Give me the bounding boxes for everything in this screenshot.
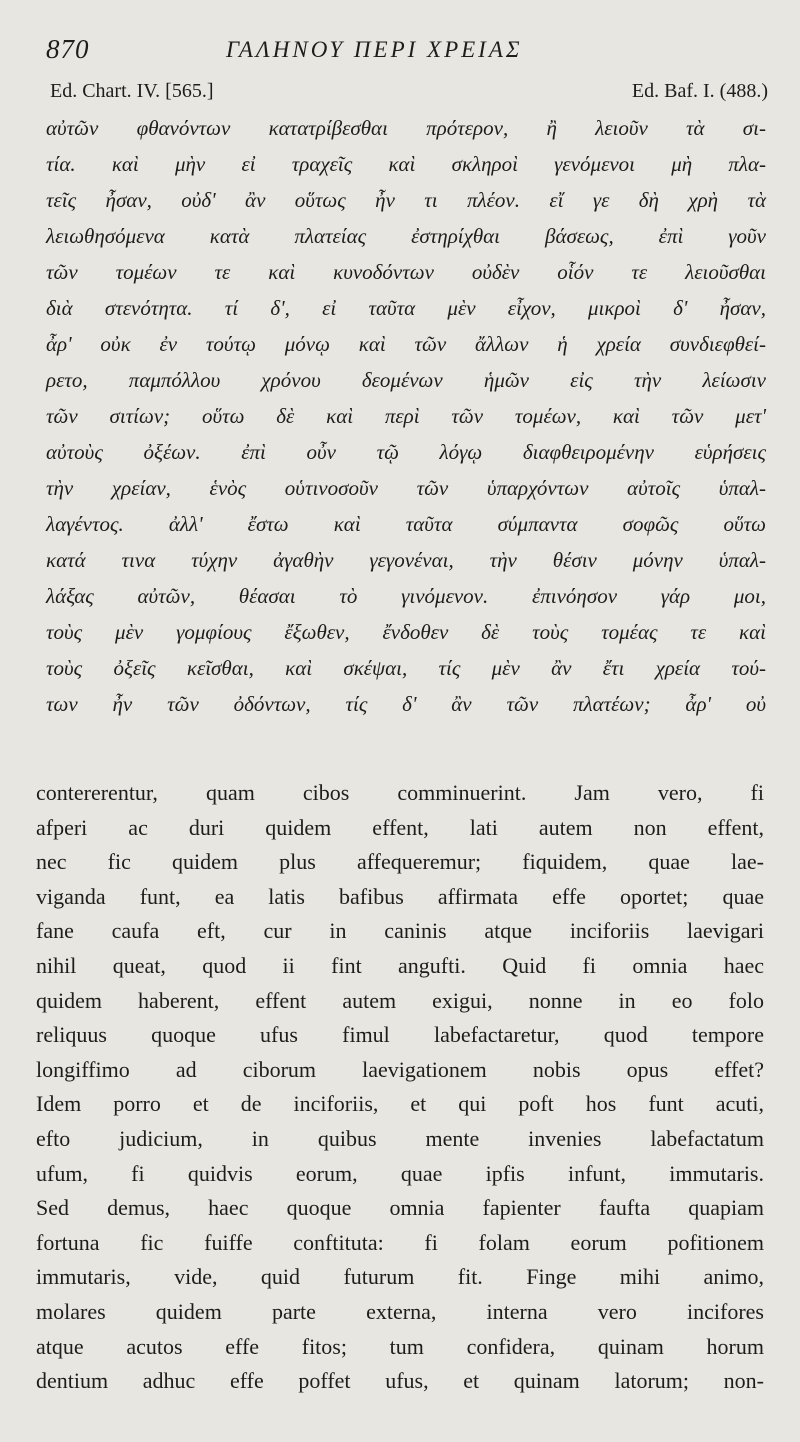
- greek-text-line: ρετο, παμπόλλου χρόνου δεομένων ἡμῶν εἰς τὴν λείωσιν: [46, 368, 766, 392]
- greek-text-line: αὐτοὺς ὀξέων. ἐπὶ οὖν τῷ λόγῳ διαφθειρομένην εὑρήσεις: [46, 440, 766, 464]
- latin-text-line: reliquus quoque ufus fimul labefactaretur, quod tempore: [36, 1022, 764, 1048]
- edition-basel-reference: Ed. Baf. I. (488.): [631, 80, 768, 102]
- latin-text-line: quidem haberent, effent autem exigui, nonne in eo folo: [36, 987, 764, 1013]
- greek-text-line: λειωθησόμενα κατὰ πλατείας ἐστηρίχθαι βάσεως, ἐπὶ γοῦν: [46, 224, 766, 248]
- greek-text-line: αὐτῶν φθανόντων κατατρίβεσθαι πρότερον, ἢ λειοῦν τὰ σι-: [46, 116, 766, 140]
- edition-chartier-reference: Ed. Chart. IV. [565.]: [50, 80, 214, 102]
- greek-text-block: [46, 110, 766, 722]
- page-number: 870: [46, 34, 90, 64]
- greek-text-line: διὰ στενότητα. τί δ', εἰ ταῦτα μὲν εἶχον, μικροὶ δ' ἦσαν,: [46, 296, 766, 320]
- greek-text-line: τῶν τομέων τε καὶ κυνοδόντων οὐδὲν οἷόν τε λειοῦσθαι: [46, 260, 766, 284]
- edition-references: [50, 80, 768, 108]
- latin-text-block: [36, 776, 764, 1399]
- greek-text-line: τῶν σιτίων; οὕτω δὲ καὶ περὶ τῶν τομέων, καὶ τῶν μετ': [46, 404, 766, 428]
- greek-text-line: λάξας αὐτῶν, θέασαι τὸ γινόμενον. ἐπινόησον γάρ μοι,: [46, 584, 766, 608]
- latin-text-line: fane caufa eft, cur in caninis atque inciforiis laevigari: [36, 918, 764, 944]
- greek-text-line: λαγέντος. ἀλλ' ἔστω καὶ ταῦτα σύμπαντα σοφῶς οὕτω: [46, 512, 766, 536]
- latin-text-line: nihil queat, quod ii fint angufti. Quid fi omnia haec: [36, 952, 764, 978]
- latin-text-line: dentium adhuc effe poffet ufus, et quinam latorum; non-: [36, 1368, 764, 1394]
- latin-text-line: molares quidem parte externa, interna vero incifores: [36, 1298, 764, 1324]
- greek-text-line: τοὺς ὀξεῖς κεῖσθαι, καὶ σκέψαι, τίς μὲν ἂν ἔτι χρεία τού-: [46, 656, 766, 680]
- latin-text-line: Sed demus, haec quoque omnia fapienter faufta quapiam: [36, 1195, 764, 1221]
- latin-text-line: Idem porro et de inciforiis, et qui poft hos funt acuti,: [36, 1091, 764, 1117]
- latin-text-line: atque acutos effe fitos; tum confidera, quinam horum: [36, 1333, 764, 1359]
- page-header: [46, 34, 780, 70]
- greek-text-line: των ἦν τῶν ὀδόντων, τίς δ' ἂν τῶν πλατέων; ἆρ' οὐ: [46, 692, 766, 716]
- greek-text-line: ἆρ' οὐκ ἐν τούτῳ μόνῳ καὶ τῶν ἄλλων ἡ χρεία συνδιεφθεί-: [46, 332, 766, 356]
- latin-text-line: fortuna fic fuiffe conftituta: fi folam eorum pofitionem: [36, 1229, 764, 1255]
- greek-text-line: τὴν χρείαν, ἑνὸς οὑτινοσοῦν τῶν ὑπαρχόντων αὐτοῖς ὑπαλ-: [46, 476, 766, 500]
- greek-text-line: κατά τινα τύχην ἀγαθὴν γεγονέναι, τὴν θέσιν μόνην ὑπαλ-: [46, 548, 766, 572]
- latin-text-line: nec fic quidem plus affequeremur; fiquidem, quae lae-: [36, 849, 764, 875]
- latin-text-line: viganda funt, ea latis bafibus affirmata effe oportet; quae: [36, 883, 764, 909]
- latin-text-line: immutaris, vide, quid futurum fit. Finge mihi animo,: [36, 1264, 764, 1290]
- latin-text-line: contererentur, quam cibos comminuerint. Jam vero, fi: [36, 780, 764, 805]
- latin-text-line: efto judicium, in quibus mente invenies labefactatum: [36, 1125, 764, 1151]
- running-title: ΓΑΛΗΝΟΥ ΠΕΡΙ ΧΡΕΙΑΣ: [226, 37, 523, 62]
- latin-text-line: afperi ac duri quidem effent, lati autem non effent,: [36, 814, 764, 840]
- greek-text-line: τοὺς μὲν γομφίους ἔξωθεν, ἔνδοθεν δὲ τοὺς τομέας τε καὶ: [46, 620, 766, 644]
- greek-text-line: τία. καὶ μὴν εἰ τραχεῖς καὶ σκληροὶ γενόμενοι μὴ πλα-: [46, 152, 766, 176]
- latin-text-line: ufum, fi quidvis eorum, quae ipfis infunt, immutaris.: [36, 1160, 764, 1186]
- greek-text-line: τεῖς ἦσαν, οὐδ' ἂν οὕτως ἦν τι πλέον. εἴ γε δὴ χρὴ τὰ: [46, 188, 766, 212]
- latin-text-line: longiffimo ad ciborum laevigationem nobis opus effet?: [36, 1056, 764, 1082]
